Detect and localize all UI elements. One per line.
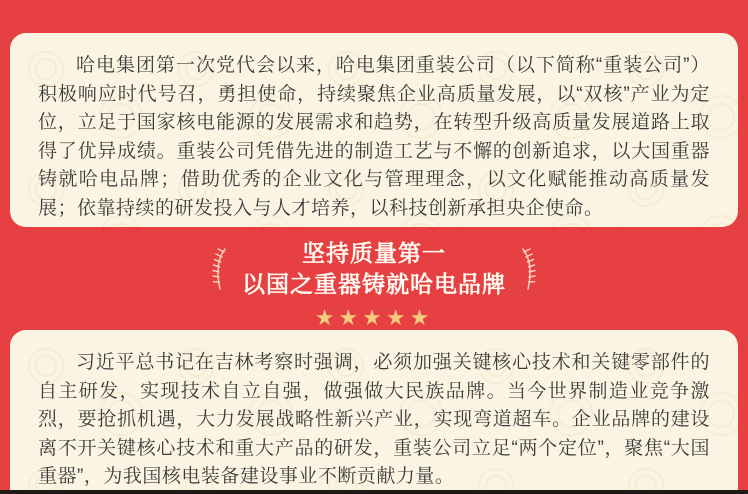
five-star-rating: ★★★★★ [314, 305, 434, 330]
banner-title-line1: 坚持质量第一 [302, 240, 446, 266]
intro-card [10, 33, 738, 227]
quote-card [10, 330, 738, 490]
banner [0, 238, 748, 300]
quote-paragraph: 习近平总书记在吉林考察时强调，必须加强关键核心技术和关键零部件的自主研发，实现技术自立自强，做强做大民族品牌。当今世界制造业竞争激烈，要抢抓机遇，大力发展战略性新兴产业，实现弯道超车。企业品牌的建设离不开关键核心技术和重大产品的研发，重装公司立足“两个定位”，聚焦“大国重器”，为我国核电装备建设事业不断贡献力量。 [38, 352, 710, 487]
intro-paragraph: 哈电集团第一次党代会以来，哈电集团重装公司（以下简称“重装公司”）积极响应时代号召，勇担使命，持续聚焦企业高质量发展，以“双核”产业为定位，立足于国家核电能源的发展需求和趋势，在转型升级高质量发展道路上取得了优异成绩。重装公司凭借先进的制造工艺与不懈的创新追求，以大国重器铸就哈电品牌；借助优秀的企业文化与管理理念，以文化赋能推动高质量发展；依靠持续的研发投入与人才培养，以科技创新承担央企使命。 [38, 55, 710, 219]
wheat-ear-left-icon [210, 246, 230, 292]
wheat-ear-right-icon [518, 246, 538, 292]
bottom-edge-bar [0, 490, 748, 494]
banner-title [242, 238, 506, 300]
banner-title-line2: 以国之重器铸就哈电品牌 [242, 271, 506, 297]
